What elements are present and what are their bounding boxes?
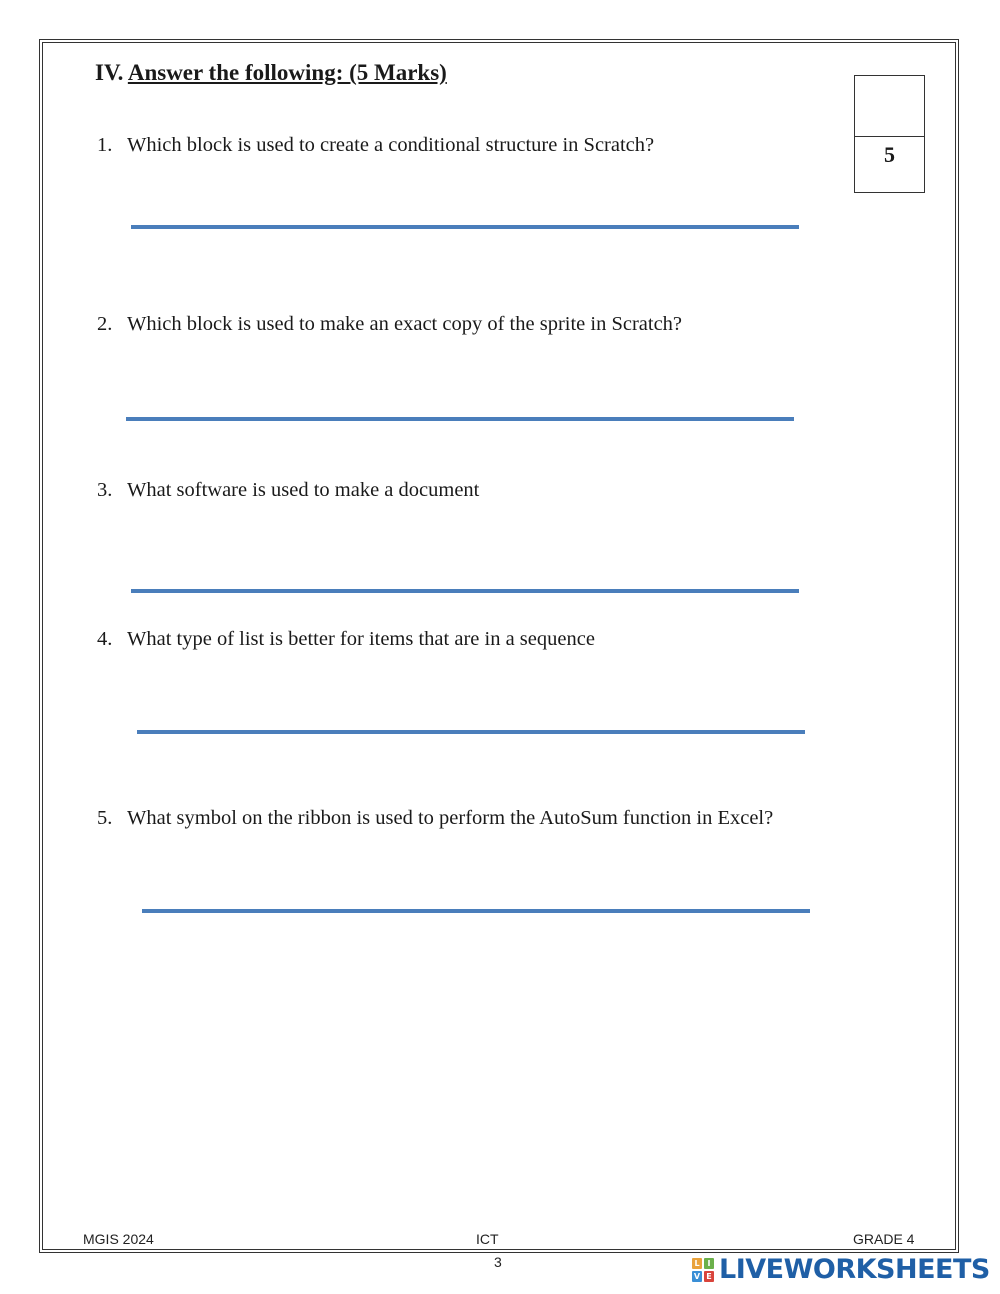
question-text: What symbol on the ribbon is used to perform the AutoSum function in Excel?	[127, 807, 774, 829]
marks-box	[854, 75, 925, 193]
question-number: 2.	[97, 313, 113, 335]
section-numeral: IV.	[95, 60, 124, 85]
answer-field-1[interactable]	[131, 225, 799, 229]
question-number: 5.	[97, 807, 113, 829]
answer-field-5[interactable]	[142, 909, 810, 913]
footer-left: MGIS 2024	[83, 1231, 154, 1247]
brand-name: LIVEWORKSHEETS	[719, 1254, 990, 1285]
logo-letter-e: E	[704, 1271, 714, 1282]
liveworksheets-brand	[692, 1256, 990, 1284]
question-number: 1.	[97, 134, 113, 156]
answer-field-2[interactable]	[126, 417, 794, 421]
question-2	[97, 313, 682, 336]
question-text: Which block is used to make an exact copy of the sprite in Scratch?	[127, 313, 683, 335]
logo-letter-i: I	[704, 1258, 714, 1269]
footer-right: GRADE 4	[853, 1231, 915, 1247]
section-title: Answer the following: (5 Marks)	[127, 60, 447, 85]
question-text: What type of list is better for items that are in a sequence	[127, 628, 595, 650]
question-1	[97, 134, 654, 157]
question-text: Which block is used to create a conditional structure in Scratch?	[127, 134, 655, 156]
logo-letter-v: V	[693, 1272, 701, 1281]
section-heading	[95, 60, 447, 86]
question-number: 3.	[97, 479, 113, 501]
page-number: 3	[494, 1254, 502, 1270]
question-number: 4.	[97, 628, 113, 650]
question-text: What software is used to make a document	[127, 479, 480, 501]
question-3	[97, 479, 479, 502]
answer-field-4[interactable]	[137, 730, 805, 734]
logo-letter-l: L	[692, 1258, 702, 1269]
marks-value: 5	[884, 142, 895, 167]
brand-logo-icon	[692, 1258, 714, 1282]
marks-box-divider	[855, 136, 924, 137]
answer-field-3[interactable]	[131, 589, 799, 593]
question-5	[97, 807, 773, 830]
question-4	[97, 628, 595, 651]
footer-center: ICT	[476, 1231, 499, 1247]
